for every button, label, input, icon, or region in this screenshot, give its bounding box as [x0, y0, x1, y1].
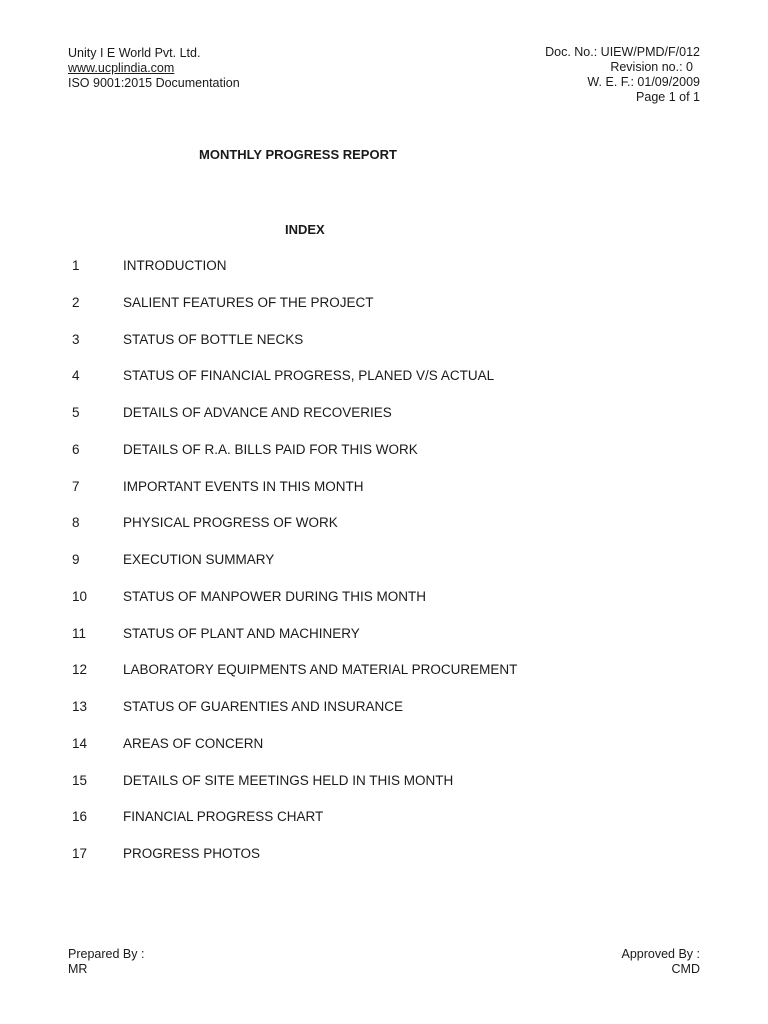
company-name: Unity I E World Pvt. Ltd. — [68, 46, 201, 60]
index-item — [68, 845, 668, 882]
index-item — [68, 808, 668, 845]
index-item-number: 10 — [72, 588, 88, 604]
website-link[interactable]: www.ucplindia.com — [68, 61, 175, 75]
prepared-by-value: MR — [68, 962, 88, 976]
index-item-number: 4 — [72, 368, 80, 384]
header-right — [545, 45, 700, 104]
index-item-number: 16 — [72, 809, 88, 825]
index-item — [68, 294, 668, 331]
index-item-label: STATUS OF PLANT AND MACHINERY — [123, 625, 360, 641]
index-item — [68, 661, 668, 698]
index-item — [68, 735, 668, 772]
index-item-number: 12 — [72, 662, 88, 678]
index-item — [68, 367, 668, 404]
revision-number: Revision no.: 0 — [610, 60, 693, 74]
index-item — [68, 588, 668, 625]
index-item — [68, 257, 668, 294]
index-item-number: 5 — [72, 405, 80, 420]
index-item-label: LABORATORY EQUIPMENTS AND MATERIAL PROCUREMENT — [123, 662, 518, 678]
index-item-label: STATUS OF MANPOWER DURING THIS MONTH — [123, 588, 426, 604]
iso-label: ISO 9001:2015 Documentation — [68, 76, 240, 90]
approved-by-label: Approved By : — [621, 947, 700, 961]
index-item-label: FINANCIAL PROGRESS CHART — [123, 809, 324, 825]
index-item — [68, 331, 668, 368]
index-item-label: STATUS OF FINANCIAL PROGRESS, PLANED V/S ACTUAL — [123, 368, 495, 384]
index-item-label: DETAILS OF ADVANCE AND RECOVERIES — [123, 405, 392, 420]
index-item-number: 11 — [72, 625, 87, 641]
page-number: Page 1 of 1 — [636, 90, 700, 104]
doc-number: Doc. No.: UIEW/PMD/F/012 — [545, 45, 700, 59]
index-heading: INDEX — [285, 222, 325, 237]
index-item — [68, 772, 668, 809]
index-item-number: 2 — [72, 294, 80, 310]
index-item-label: EXECUTION SUMMARY — [123, 552, 275, 567]
index-item-number: 17 — [72, 846, 88, 861]
index-item-label: SALIENT FEATURES OF THE PROJECT — [123, 294, 374, 310]
index-item — [68, 441, 668, 478]
approved-by — [621, 947, 700, 977]
index-item-label: PHYSICAL PROGRESS OF WORK — [123, 515, 338, 531]
index-item-number: 7 — [72, 478, 80, 494]
index-list — [68, 257, 668, 882]
header-left — [68, 46, 240, 91]
effective-date: W. E. F.: 01/09/2009 — [587, 75, 700, 89]
index-item-label: STATUS OF BOTTLE NECKS — [123, 331, 304, 347]
index-item-number: 15 — [72, 772, 88, 788]
index-item-label: STATUS OF GUARENTIES AND INSURANCE — [123, 699, 404, 714]
prepared-by-label: Prepared By : — [68, 947, 145, 961]
index-item-number: 6 — [72, 441, 80, 457]
index-item-number: 8 — [72, 515, 80, 531]
index-item — [68, 698, 668, 735]
index-item-number: 14 — [72, 735, 88, 751]
index-item-label: AREAS OF CONCERN — [123, 735, 264, 751]
index-item — [68, 514, 668, 551]
prepared-by — [68, 947, 144, 977]
index-item-label: IMPORTANT EVENTS IN THIS MONTH — [123, 478, 364, 494]
index-item — [68, 404, 668, 441]
index-item-number: 1 — [72, 258, 80, 273]
approved-by-value: CMD — [671, 962, 700, 976]
index-item — [68, 478, 668, 515]
index-item — [68, 625, 668, 662]
index-item-number: 3 — [72, 331, 80, 347]
index-item-label: DETAILS OF R.A. BILLS PAID FOR THIS WORK — [123, 441, 418, 457]
index-item-label: PROGRESS PHOTOS — [123, 846, 261, 861]
index-item-number: 9 — [72, 552, 80, 567]
index-item-label: INTRODUCTION — [123, 258, 227, 273]
index-item — [68, 551, 668, 588]
index-item-number: 13 — [72, 699, 88, 714]
index-item-label: DETAILS OF SITE MEETINGS HELD IN THIS MONTH — [123, 772, 454, 788]
report-title: MONTHLY PROGRESS REPORT — [199, 147, 397, 162]
